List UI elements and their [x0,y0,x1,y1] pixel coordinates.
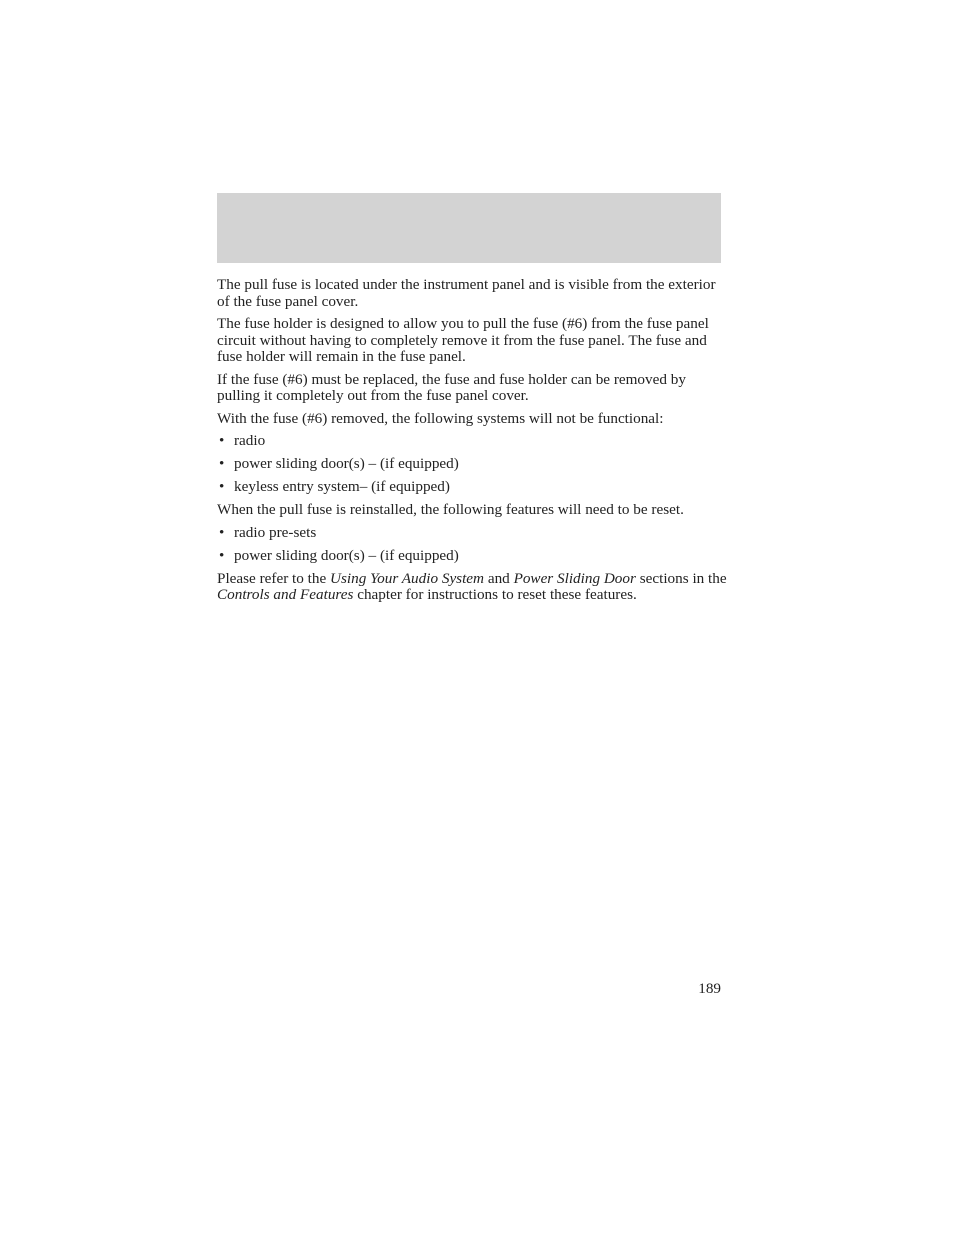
bullet-icon: • [219,432,225,449]
list-item-text: power sliding door(s) – (if equipped) [234,546,459,564]
list-item-text: radio [234,432,266,449]
paragraph-reset-intro: When the pull fuse is reinstalled, the following features will need to be reset. [217,501,684,518]
refer-section-sliding-door: Power Sliding Door [513,569,636,587]
body-text [217,277,727,610]
list-item [217,456,727,473]
paragraph-fuse-replacement: If the fuse (#6) must be replaced, the fuse and fuse holder can be removed by pulling it completely out from the fuse panel cover. [217,370,686,404]
refer-text-1: Please refer to the [217,569,331,587]
list-item [217,433,727,450]
list-item-text: radio pre-sets [234,523,317,541]
refer-text-3: sections in the [635,569,727,587]
refer-text-4: chapter for instructions to reset these features. [353,586,637,603]
bullet-icon: • [219,546,225,564]
list-nonfunctional-systems [217,433,727,496]
list-item [217,479,727,496]
page-number: 189 [698,980,721,997]
refer-section-audio: Using Your Audio System [330,569,485,587]
list-item-text: keyless entry system– (if equipped) [234,478,450,495]
paragraph-pull-fuse-location: The pull fuse is located under the instrument panel and is visible from the exterior of the fuse panel cover. [217,276,716,310]
list-item-text: power sliding door(s) – (if equipped) [234,455,459,472]
list-reset-features [217,525,727,565]
bullet-icon: • [219,523,225,541]
refer-chapter-controls: Controls and Features [217,586,354,603]
bullet-icon: • [219,455,225,472]
paragraph-refer-chapter [217,571,727,604]
refer-text-2: and [484,569,514,587]
list-item [217,548,727,565]
list-item [217,525,727,542]
bullet-icon: • [219,478,225,495]
paragraph-fuse-holder: The fuse holder is designed to allow you to pull the fuse (#6) from the fuse panel circuit without having to completely remove it from the fuse panel. The fuse and fuse holder will remain in the fuse panel. [217,315,709,365]
header-band [217,193,721,263]
paragraph-nonfunctional-intro: With the fuse (#6) removed, the following systems will not be functional: [217,409,664,427]
